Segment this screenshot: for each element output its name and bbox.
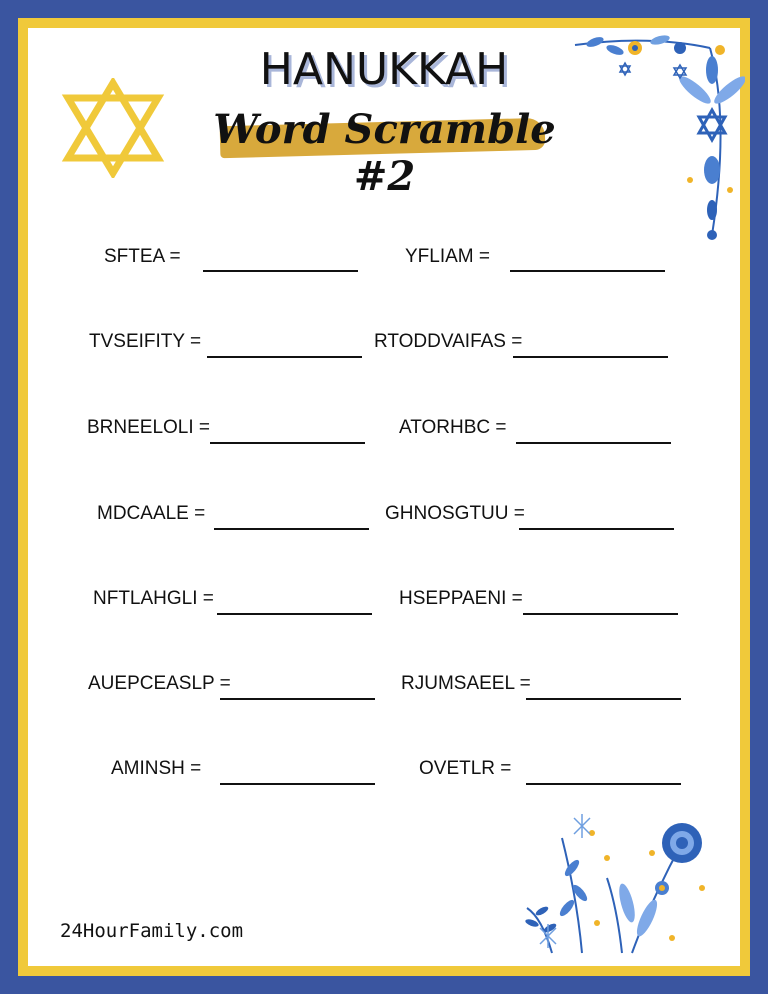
scramble-row xyxy=(0,417,768,457)
scramble-word: NFTLAHGLI = xyxy=(93,588,214,609)
answer-line[interactable] xyxy=(526,783,681,785)
answer-line[interactable] xyxy=(210,442,365,444)
scramble-word: SFTEA = xyxy=(104,246,181,267)
scramble-word: YFLIAM = xyxy=(405,246,490,267)
scramble-row xyxy=(0,588,768,628)
scramble-word: RJUMSAEEL = xyxy=(401,673,531,694)
scramble-word: AMINSH = xyxy=(111,758,202,779)
scramble-word: ATORHBC = xyxy=(399,417,507,438)
scramble-word: HSEPPAENI = xyxy=(399,588,523,609)
scramble-row xyxy=(0,246,768,286)
answer-line[interactable] xyxy=(203,270,358,272)
scramble-row xyxy=(0,503,768,543)
answer-line[interactable] xyxy=(513,356,668,358)
answer-line[interactable] xyxy=(516,442,671,444)
scramble-word: GHNOSGTUU = xyxy=(385,503,525,524)
answer-line[interactable] xyxy=(510,270,665,272)
scramble-word: TVSEIFITY = xyxy=(89,331,202,352)
answer-line[interactable] xyxy=(217,613,372,615)
scramble-word: MDCAALE = xyxy=(97,503,206,524)
scramble-row xyxy=(0,673,768,713)
answer-line[interactable] xyxy=(214,528,369,530)
site-credit: 24HourFamily.com xyxy=(60,920,244,942)
answer-line[interactable] xyxy=(523,613,678,615)
page-title: HANUKKAH xyxy=(259,44,509,95)
answer-line[interactable] xyxy=(220,698,375,700)
scramble-word: OVETLR = xyxy=(419,758,512,779)
scramble-row xyxy=(0,758,768,798)
page-subtitle: Word Scramble #2 xyxy=(213,106,556,200)
answer-line[interactable] xyxy=(220,783,375,785)
scramble-word: AUEPCEASLP = xyxy=(88,673,231,694)
answer-line[interactable] xyxy=(519,528,674,530)
scramble-word: BRNEELOLI = xyxy=(87,417,211,438)
scramble-word: RTODDVAIFAS = xyxy=(374,331,523,352)
floral-bouquet-icon xyxy=(522,808,722,958)
answer-line[interactable] xyxy=(207,356,362,358)
subtitle-banner xyxy=(212,104,557,200)
scramble-row xyxy=(0,331,768,371)
answer-line[interactable] xyxy=(526,698,681,700)
